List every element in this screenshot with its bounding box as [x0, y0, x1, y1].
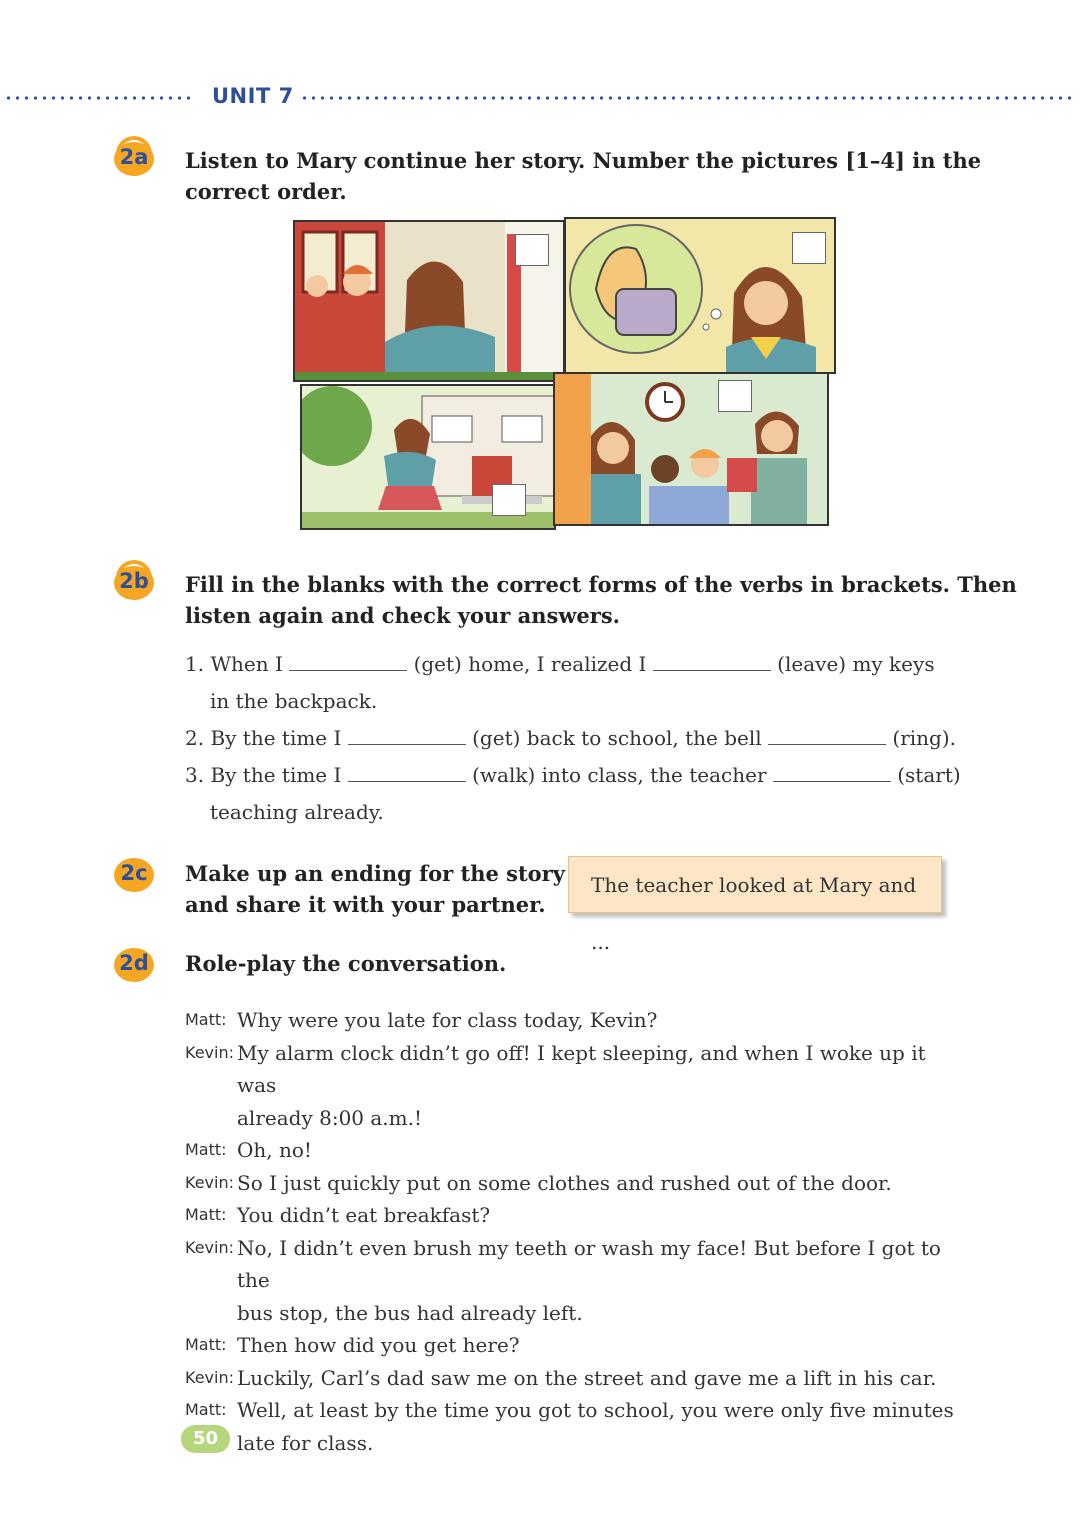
dialogue-line: Matt: Why were you late for class today, Kevin?	[185, 1008, 658, 1032]
unit-header	[0, 84, 1080, 112]
dialogue-line: Matt: You didn’t eat breakfast?	[185, 1203, 491, 1227]
exercise-item-1-cont: in the backpack.	[210, 689, 378, 713]
unit-title: UNIT 7	[212, 84, 294, 108]
badge-2d: 2d	[112, 942, 156, 982]
exercise-2b	[185, 646, 961, 831]
conversation	[185, 1004, 965, 1459]
header-dots-right	[300, 96, 1076, 100]
header-dots-left	[4, 96, 194, 100]
dialogue-line-cont: bus stop, the bus had already left.	[237, 1300, 583, 1325]
blank-2a[interactable]	[348, 723, 466, 745]
blank-1b[interactable]	[653, 649, 771, 671]
badge-2a: 2a	[112, 136, 156, 176]
story-ending-prompt: The teacher looked at Mary and ...	[568, 856, 942, 913]
dialogue-line: Matt: Then how did you get here?	[185, 1333, 520, 1357]
story-illustration	[290, 214, 840, 530]
number-box-4[interactable]	[718, 380, 752, 412]
dialogue-line: Kevin: Luckily, Carl’s dad saw me on the street and gave me a lift in his car.	[185, 1365, 937, 1390]
dialogue-line: Kevin: No, I didn’t even brush my teeth or wash my face! But before I got to the	[185, 1235, 941, 1292]
instruction-2b: Fill in the blanks with the correct forms of the verbs in brackets. Then listen again and check your answers.	[185, 572, 1017, 628]
dialogue-line: Matt: Well, at least by the time you got to school, you were only five minutes	[185, 1398, 954, 1422]
exercise-item-1: 1. When I (get) home, I realized I (leave) my keys	[185, 646, 961, 683]
number-box-3[interactable]	[492, 484, 526, 516]
dialogue-line-cont: late for class.	[237, 1430, 374, 1455]
exercise-item-3: 3. By the time I (walk) into class, the teacher (start)	[185, 757, 961, 794]
badge-2c: 2c	[112, 852, 156, 892]
blank-3a[interactable]	[348, 760, 466, 782]
dialogue-line: Kevin: So I just quickly put on some clothes and rushed out of the door.	[185, 1170, 892, 1195]
instruction-2c: Make up an ending for the story and share it with your partner.	[185, 861, 565, 917]
instruction-2d: Role-play the conversation.	[185, 951, 507, 976]
dialogue-line-cont: already 8:00 a.m.!	[237, 1105, 423, 1130]
exercise-item-3-cont: teaching already.	[210, 800, 384, 824]
page-number: 50	[181, 1425, 230, 1453]
blank-1a[interactable]	[289, 649, 407, 671]
exercise-item-2: 2. By the time I (get) back to school, the bell (ring).	[185, 720, 961, 757]
blank-3b[interactable]	[773, 760, 891, 782]
number-box-2[interactable]	[792, 232, 826, 264]
blank-2b[interactable]	[768, 723, 886, 745]
badge-2b: 2b	[112, 560, 156, 600]
instruction-2a: Listen to Mary continue her story. Number the pictures [1–4] in the correct order.	[185, 148, 982, 204]
picture-panel-arriving-class	[553, 372, 829, 526]
dialogue-line: Matt: Oh, no!	[185, 1138, 312, 1162]
dialogue-line: Kevin: My alarm clock didn’t go off! I kept sleeping, and when I woke up it was	[185, 1040, 926, 1097]
number-box-1[interactable]	[515, 234, 549, 266]
